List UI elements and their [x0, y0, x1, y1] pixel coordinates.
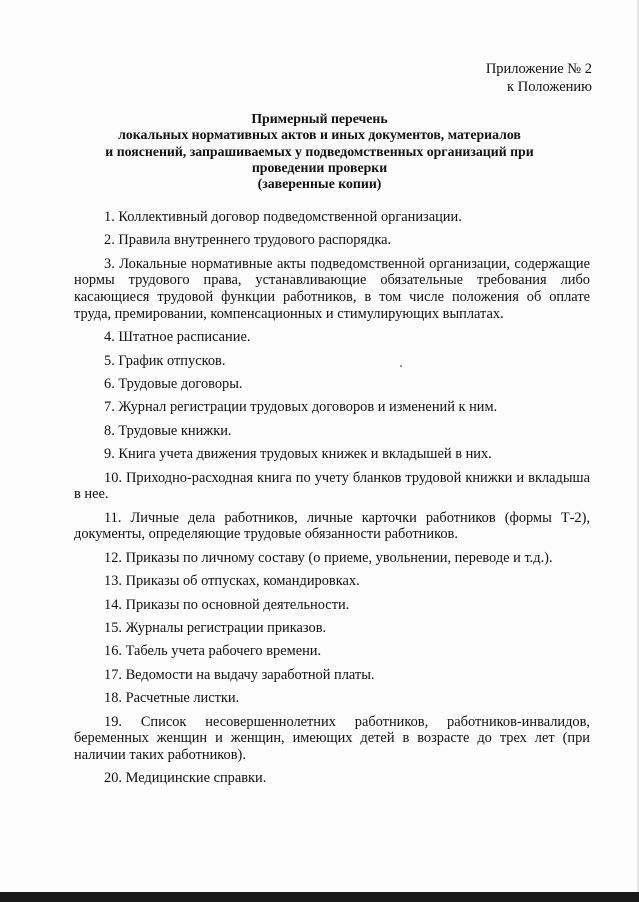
list-item: 16. Табель учета рабочего времени. — [104, 643, 322, 660]
list-item: 15. Журналы регистрации приказов. — [104, 619, 327, 636]
list-item: 5. График отпусков. — [104, 352, 226, 369]
list-item: 10. Приходно-расходная книга по учету бланков трудовой книжки и вкладыша в нее. — [74, 469, 590, 503]
title-line: и пояснений, запрашиваемых у подведомственных организаций при — [105, 143, 534, 159]
title-line: Примерный перечень — [251, 111, 388, 126]
list-item: 8. Трудовые книжки. — [104, 422, 232, 439]
appendix-regulation: к Положению — [507, 79, 592, 95]
list-item: 13. Приказы об отпусках, командировках. — [104, 573, 360, 590]
list-item: 6. Трудовые договоры. — [104, 376, 243, 393]
list-item: 9. Книга учета движения трудовых книжек и вкладышей в них. — [104, 446, 492, 463]
list-item: 12. Приказы по личному составу (о приеме, увольнении, переводе и т.д.). — [104, 549, 553, 566]
list-item: 1. Коллективный договор подведомственной организации. — [104, 209, 462, 225]
list-item: 20. Медицинские справки. — [104, 770, 267, 787]
document-list — [74, 209, 590, 794]
list-item: 11. Личные дела работников, личные карточки работников (формы Т-2), документы, определяющие трудовые обязанности работников. — [74, 509, 590, 543]
list-item: 4. Штатное расписание. — [104, 329, 251, 346]
title-line: локальных нормативных актов и иных документов, материалов — [118, 127, 521, 143]
list-item: 19. Список несовершеннолетних работников, работников-инвалидов, беременных женщин и женщин, имеющих детей в возрасте до трех лет (при наличии таких работников). — [74, 713, 590, 763]
list-item: 2. Правила внутреннего трудового распорядка. — [104, 232, 392, 249]
list-item: 3. Локальные нормативные акты подведомственной организации, содержащие нормы трудового права, устанавливающие обязательные требования либо касающиеся трудовой функции работников, в том числе положения об оплате труда, премировании, компенсационных и стимулирующих выплатах. — [74, 255, 590, 322]
scan-speck — [400, 365, 402, 367]
document-title — [60, 111, 579, 192]
scan-edge-bottom — [0, 892, 639, 902]
title-line: (заверенные копии) — [257, 176, 382, 192]
appendix-reference — [486, 60, 592, 96]
list-item: 18. Расчетные листки. — [104, 690, 240, 707]
list-item: 17. Ведомости на выдачу заработной платы. — [104, 666, 375, 683]
appendix-number: Приложение № 2 — [485, 61, 592, 77]
list-item: 7. Журнал регистрации трудовых договоров и изменений к ним. — [104, 399, 498, 416]
title-line: проведении проверки — [251, 159, 388, 175]
list-item: 14. Приказы по основной деятельности. — [104, 596, 350, 613]
